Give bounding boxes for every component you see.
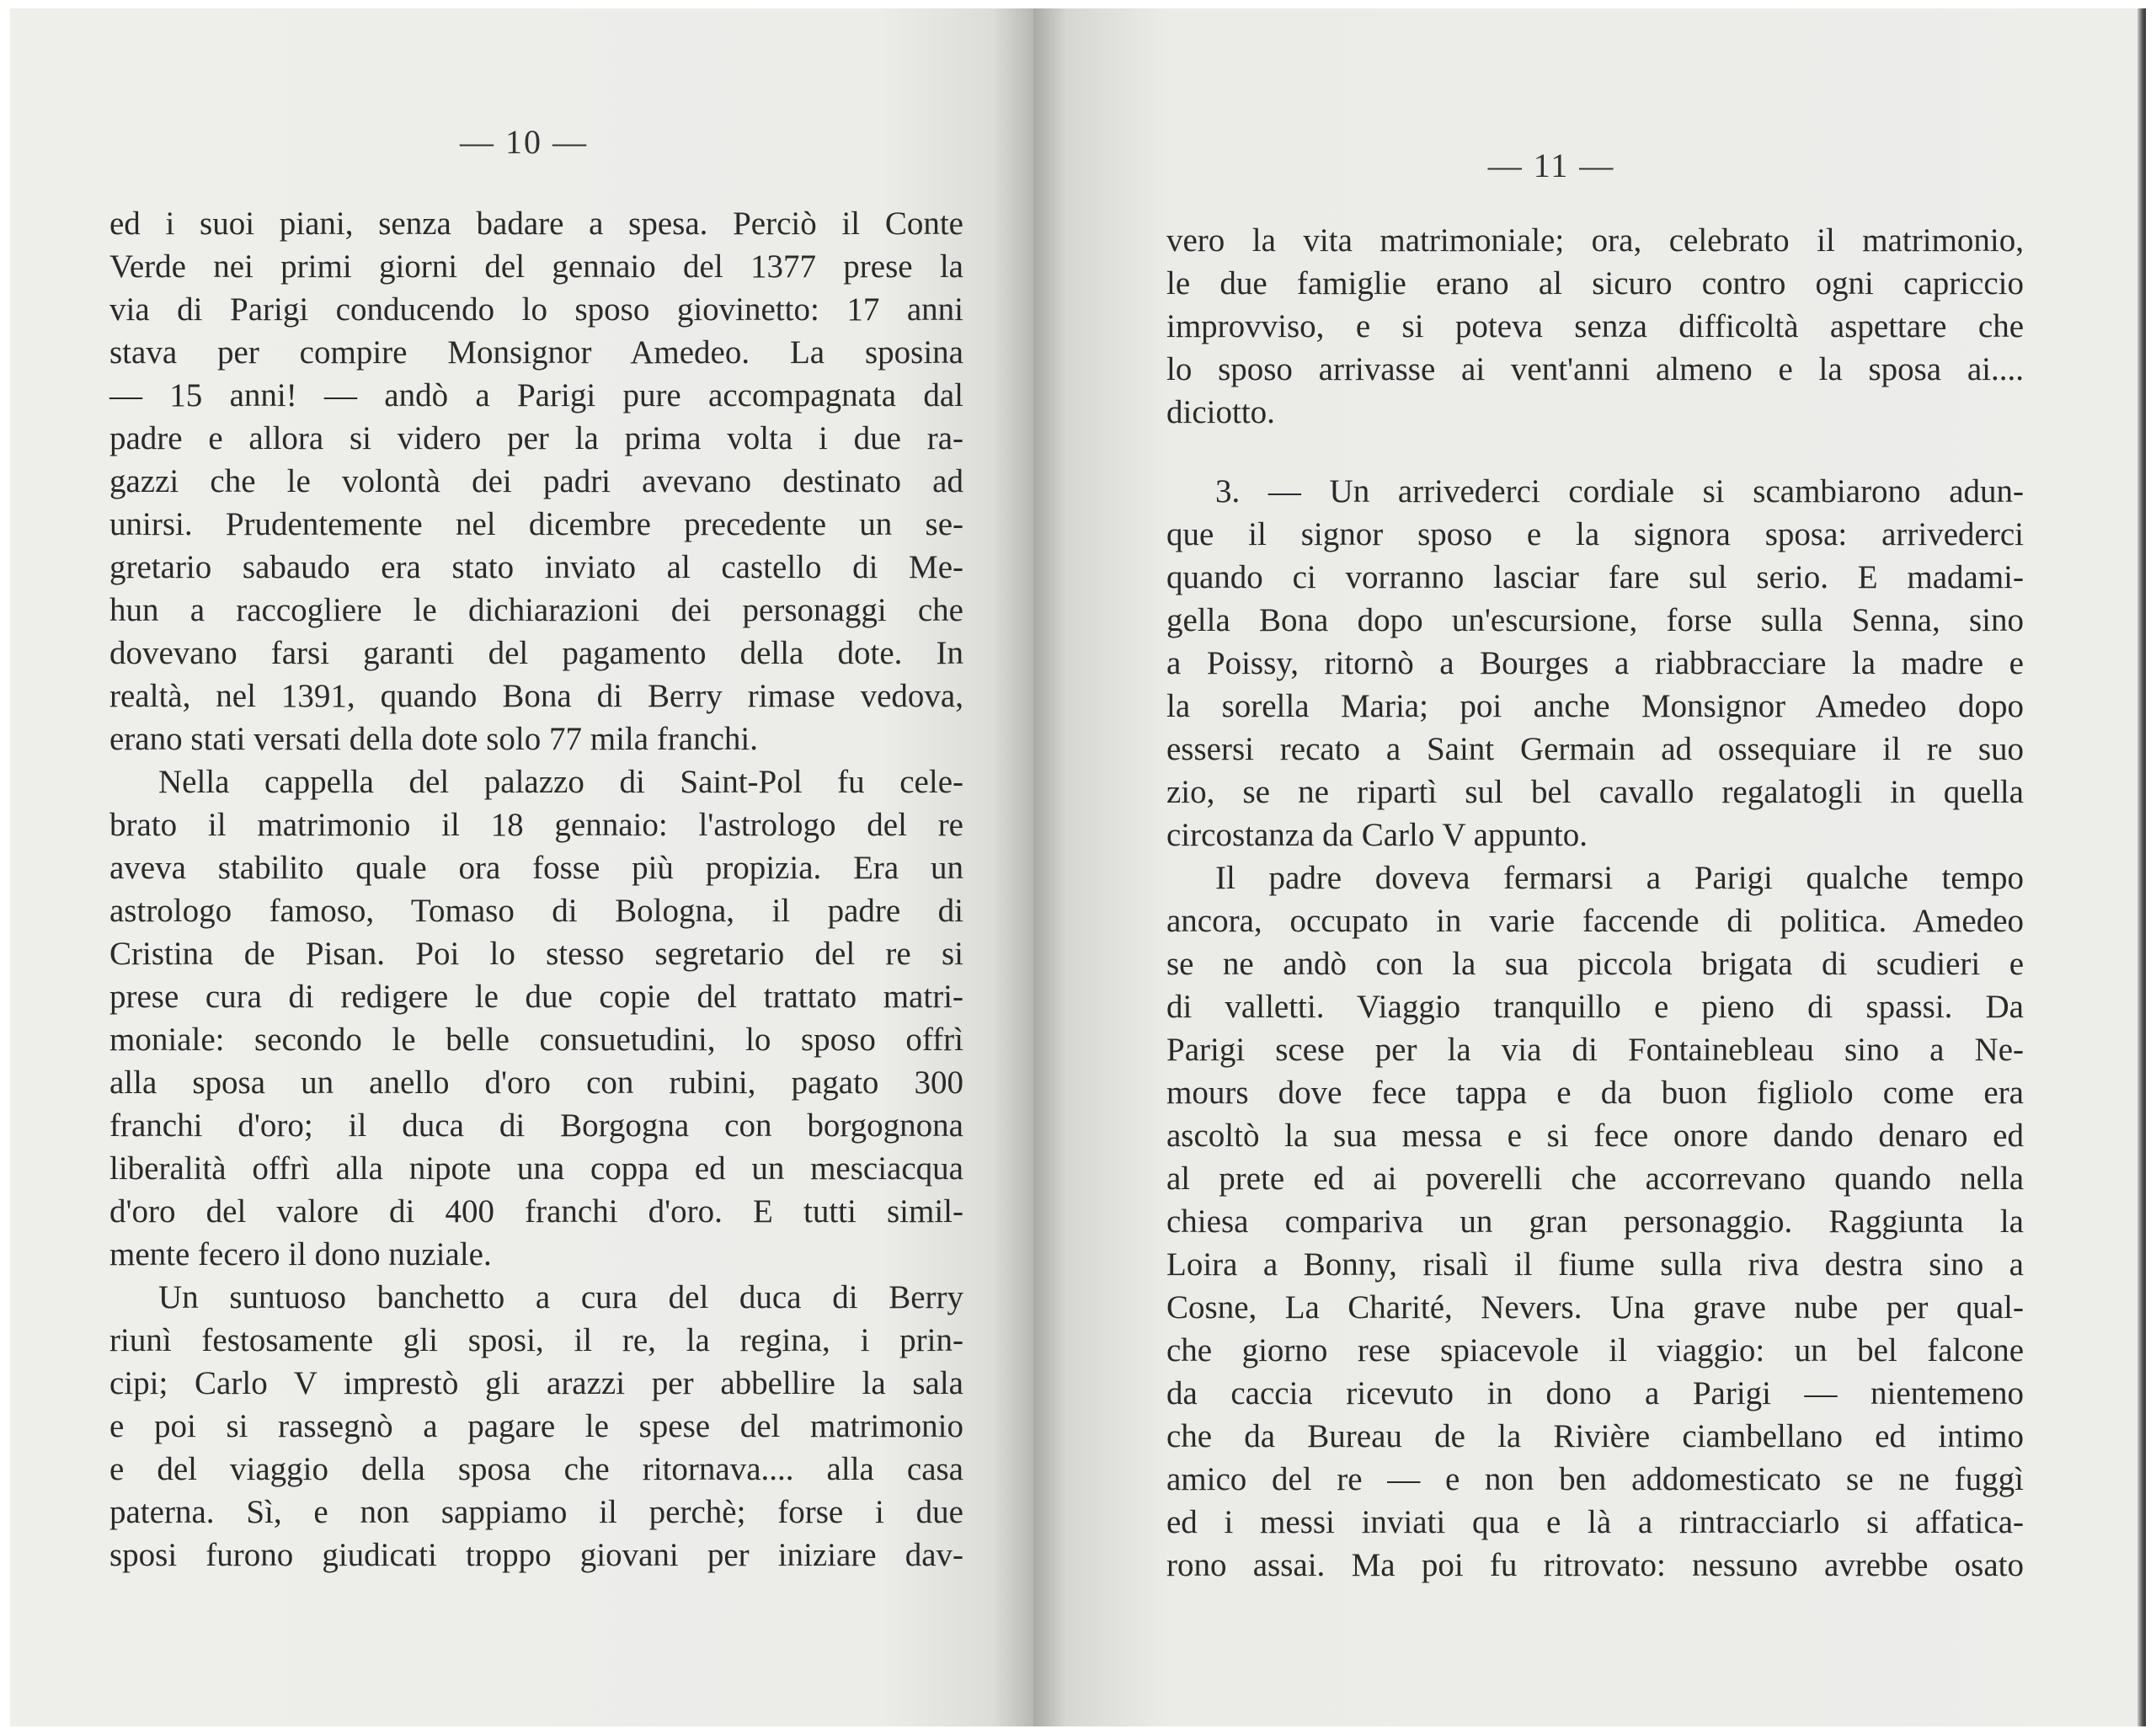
text-line: quando ci vorranno lasciar fare sul serio. E madami- [1166, 559, 2024, 595]
text-line: Parigi scese per la via di Fontainebleau sino a Ne- [1166, 1032, 2024, 1068]
text-line: stava per compire Monsignor Amedeo. La sposina [109, 334, 963, 371]
page-number-left: — 10 — [460, 123, 588, 161]
text-line: dovevano farsi garanti del pagamento della dote. In [109, 635, 963, 671]
text-line: che giorno rese spiacevole il viaggio: un bel falcone [1166, 1332, 2024, 1369]
text-block-right [1166, 219, 2024, 1587]
text-line: paterna. Sì, e non sappiamo il perchè; forse i due [109, 1494, 963, 1530]
text-line: franchi d'oro; il duca di Borgogna con borgognona [109, 1107, 963, 1144]
text-line: e poi si rassegnò a pagare le spese del matrimonio [109, 1408, 963, 1444]
text-line: prese cura di redigere le due copie del trattato matri- [109, 979, 963, 1015]
text-line: que il signor sposo e la signora sposa: arrivederci [1166, 516, 2024, 552]
text-block-left [109, 202, 963, 1577]
text-line: gretario sabaudo era stato inviato al castello di Me- [109, 549, 963, 585]
text-line: se ne andò con la sua piccola brigata di scudieri e [1166, 946, 2024, 982]
text-line: unirsi. Prudentemente nel dicembre precedente un se- [109, 506, 963, 542]
text-line: da caccia ricevuto in dono a Parigi — nientemeno [1166, 1375, 2024, 1411]
text-line: padre e allora si videro per la prima volta i due ra- [109, 420, 963, 456]
section-gap [1166, 434, 2024, 470]
text-line: ed i messi inviati qua e là a rintracciarlo si affatica- [1166, 1504, 2024, 1540]
text-line: mente fecero il dono nuziale. [109, 1236, 492, 1272]
text-line: al prete ed ai poverelli che accorrevano quando nella [1166, 1160, 2024, 1197]
text-line: Cosne, La Charité, Nevers. Una grave nube per qual- [1166, 1289, 2024, 1326]
text-line: Un suntuoso banchetto a cura del duca di Berry [158, 1279, 963, 1315]
text-line: sposi furono giudicati troppo giovani per iniziare dav- [109, 1537, 963, 1573]
book-spread [10, 8, 2146, 1726]
text-line: brato il matrimonio il 18 gennaio: l'astrologo del re [109, 807, 963, 843]
text-line: 3. — Un arrivederci cordiale si scambiarono adun- [1215, 473, 2024, 510]
text-line: riunì festosamente gli sposi, il re, la regina, i prin- [109, 1322, 963, 1358]
text-line: Loira a Bonny, risalì il fiume sulla riva destra sino a [1166, 1246, 2024, 1283]
page-right [1033, 8, 2146, 1726]
text-line: moniale: secondo le belle consuetudini, lo sposo offrì [109, 1022, 963, 1058]
text-line: improvviso, e si poteva senza difficoltà aspettare che [1166, 308, 2024, 344]
text-line: la sorella Maria; poi anche Monsignor Amedeo dopo [1166, 688, 2024, 724]
text-line: erano stati versati della dote solo 77 mila franchi. [109, 721, 759, 757]
text-line: essersi recato a Saint Germain ad ossequiare il re suo [1166, 731, 2024, 767]
text-line: ascoltò la sua messa e si fece onore dando denaro ed [1166, 1118, 2024, 1154]
text-line: gazzi che le volontà dei padri avevano destinato ad [109, 463, 963, 499]
text-line: Verde nei primi giorni del gennaio del 1377 prese la [109, 248, 963, 285]
text-line: Il padre doveva fermarsi a Parigi qualche tempo [1215, 860, 2024, 896]
page-left [10, 8, 1033, 1726]
text-line: circostanza da Carlo V appunto. [1166, 817, 1588, 853]
text-line: le due famiglie erano al sicuro contro ogni capriccio [1166, 265, 2024, 301]
text-line: alla sposa un anello d'oro con rubini, pagato 300 [109, 1064, 963, 1101]
text-line: chiesa compariva un gran personaggio. Raggiunta la [1166, 1203, 2024, 1240]
text-line: amico del re — e non ben addomesticato se ne fuggì [1166, 1461, 2024, 1497]
text-line: aveva stabilito quale ora fosse più propizia. Era un [109, 850, 963, 886]
text-line: vero la vita matrimoniale; ora, celebrato il matrimonio, [1166, 222, 2024, 259]
text-line: ed i suoi piani, senza badare a spesa. Perciò il Conte [109, 205, 963, 242]
text-line: gella Bona dopo un'escursione, forse sulla Senna, sino [1166, 602, 2024, 638]
text-line: Cristina de Pisan. Poi lo stesso segretario del re si [109, 936, 963, 972]
text-line: a Poissy, ritornò a Bourges a riabbracciare la madre e [1166, 645, 2024, 681]
text-line: e del viaggio della sposa che ritornava.... alla casa [109, 1451, 963, 1487]
text-line: di valletti. Viaggio tranquillo e pieno di spassi. Da [1166, 989, 2024, 1025]
text-line: cipi; Carlo V imprestò gli arazzi per abbellire la sala [109, 1365, 963, 1401]
text-line: — 15 anni! — andò a Parigi pure accompagnata dal [109, 377, 963, 413]
scan-edge-right [2137, 8, 2146, 1726]
text-line: ancora, occupato in varie faccende di politica. Amedeo [1166, 903, 2024, 939]
text-line: liberalità offrì alla nipote una coppa ed un mesciacqua [109, 1150, 963, 1187]
text-line: Nella cappella del palazzo di Saint-Pol fu cele- [158, 764, 963, 800]
text-line: realtà, nel 1391, quando Bona di Berry rimase vedova, [109, 678, 963, 714]
page-number-right: — 11 — [1487, 147, 1615, 184]
text-line: rono assai. Ma poi fu ritrovato: nessuno avrebbe osato [1166, 1547, 2024, 1583]
text-line: mours dove fece tappa e da buon figliolo come era [1166, 1075, 2024, 1111]
text-line: zio, se ne ripartì sul bel cavallo regalatogli in quella [1166, 774, 2024, 810]
text-line: che da Bureau de la Rivière ciambellano ed intimo [1166, 1418, 2024, 1454]
text-line: lo sposo arrivasse ai vent'anni almeno e la sposa ai.... [1166, 351, 2024, 387]
text-line: astrologo famoso, Tomaso di Bologna, il padre di [109, 893, 963, 929]
text-line: d'oro del valore di 400 franchi d'oro. E tutti simil- [109, 1193, 963, 1230]
text-line: diciotto. [1166, 394, 1275, 430]
text-line: hun a raccogliere le dichiarazioni dei personaggi che [109, 592, 963, 628]
text-line: via di Parigi conducendo lo sposo giovinetto: 17 anni [109, 291, 963, 328]
